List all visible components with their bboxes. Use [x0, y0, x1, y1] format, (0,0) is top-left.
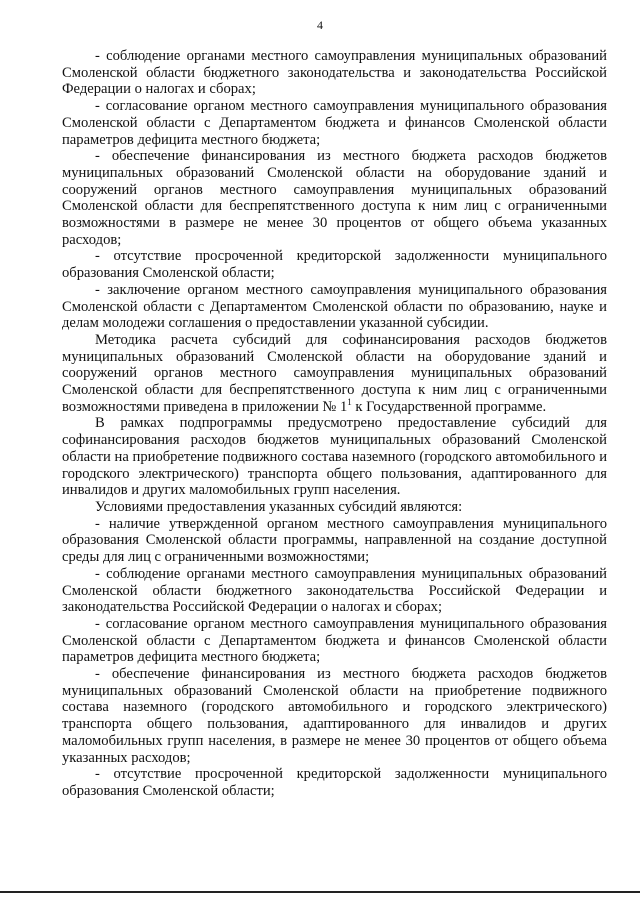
bottom-divider [0, 891, 640, 893]
superscript-index: 1 [347, 396, 352, 407]
paragraph: Условиями предоставления указанных субсидий являются: [95, 498, 463, 515]
paragraph: - обеспечение финансирования из местного бюджета расходов бюджетов муниципальных образований Смоленской области на приобретение подвижного состава наземного (городского автомобильного и городского электрического) транспорта общего пользования, адаптированного для инвалидов и других маломобильных групп населения, в размере не менее 30 процентов от общего объема указанных расходов; [62, 666, 607, 766]
paragraph: - заключение органом местного самоуправления муниципального образования Смоленской области с Департаментом Смоленской области по образованию, науке и делам молодежи соглашения о предоставлении указанной субсидии. [62, 281, 607, 332]
paragraph: - отсутствие просроченной кредиторской задолженности муниципального образования Смоленской области; [62, 248, 607, 282]
paragraph-text: к Государственной программе. [351, 398, 547, 415]
paragraph: - соблюдение органами местного самоуправления муниципальных образований Смоленской области бюджетного законодательства и законодательства Российской Федерации о налогах и сборах; [62, 48, 607, 98]
paragraph: - наличие утвержденной органом местного самоуправления муниципального образования Смоленской области программы, направленной на создание доступной среды для лиц с ограниченными возможностями; [62, 515, 607, 566]
paragraph: - согласование органом местного самоуправления муниципального образования Смоленской области с Департаментом бюджета и финансов Смоленской области параметров дефицита местного бюджета; [62, 98, 607, 148]
page-number: 4 [317, 18, 323, 32]
paragraph-text: Методика расчета субсидий для софинансирования расходов бюджетов муниципальных образований Смоленской области на оборудование зданий и сооружений органов местного самоуправления муниципальных образований Смоленской области для беспрепятственного доступа к ним лиц с ограниченными возможностями приведена в приложении № 1 [62, 331, 607, 415]
body-text [62, 48, 607, 800]
paragraph: - обеспечение финансирования из местного бюджета расходов бюджетов муниципальных образований Смоленской области на оборудование зданий и сооружений органов местного самоуправления муниципальных образований Смоленской области для беспрепятственного доступа к ним лиц с ограниченными возможностями в размере не менее 30 процентов от общего объема указанных расходов; [62, 148, 607, 248]
paragraph: - соблюдение органами местного самоуправления муниципальных образований Смоленской области бюджетного законодательства Российской Федерации и законодательства Российской Федерации о налогах и сборах; [62, 565, 607, 616]
paragraph [62, 332, 607, 416]
paragraph: - отсутствие просроченной кредиторской задолженности муниципального образования Смоленской области; [62, 766, 607, 799]
paragraph: В рамках подпрограммы предусмотрено предоставление субсидий для софинансирования расходов бюджетов муниципальных образований Смоленской области на приобретение подвижного состава наземного (городского автомобильного и городского электрического) транспорта общего пользования, адаптированного для инвалидов и других маломобильных групп населения. [62, 415, 607, 499]
paragraph: - согласование органом местного самоуправления муниципального образования Смоленской области с Департаментом бюджета и финансов Смоленской области параметров дефицита местного бюджета; [62, 615, 607, 666]
